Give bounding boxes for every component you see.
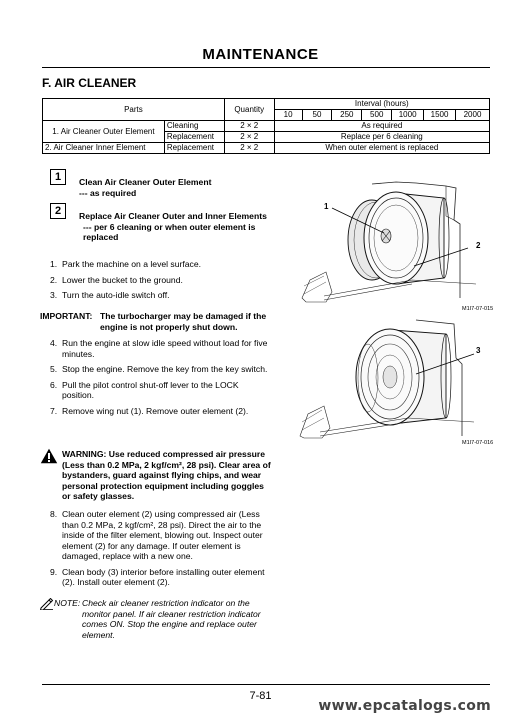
- table-action-cell: Cleaning: [164, 121, 224, 132]
- page-number: 7-81: [249, 690, 272, 702]
- figure-1-code: M1I7-07-015: [462, 306, 494, 312]
- table-part-cell: 2. Air Cleaner Inner Element: [43, 143, 165, 154]
- warning-text: Use reduced compressed air pressure (Less than 0.2 MPa, 2 kgf/cm², 28 psi). Clear area of bystanders, guard against flying chips, and wear personal protection equipment including goggles or safety glasses.: [62, 449, 271, 501]
- list-item: 1. Park the machine on a level surface.: [50, 259, 202, 269]
- header-rule: [42, 67, 490, 68]
- list-item: 6. Pull the pilot control shut-off lever to the LOCK position.: [50, 379, 239, 400]
- page-title: MAINTENANCE: [202, 46, 319, 63]
- note-label: NOTE:: [54, 598, 81, 608]
- list-item: 5. Stop the engine. Remove the key from the key switch.: [50, 364, 268, 374]
- figure-2-illustration: [296, 318, 492, 440]
- interval-col: 500: [362, 110, 392, 121]
- note-block: [54, 598, 272, 640]
- list-item: 7. Remove wing nut (1). Remove outer element (2).: [50, 405, 249, 416]
- footer-rule: [42, 684, 490, 685]
- interval-col: 50: [302, 110, 332, 121]
- table-action-cell: Replacement: [164, 132, 224, 143]
- header-parts: Parts: [43, 99, 225, 121]
- steps-list-c: [50, 509, 272, 588]
- warning-label: WARNING:: [62, 449, 107, 459]
- pencil-note-icon: [40, 597, 54, 615]
- figure-2-callout-3: 3: [476, 346, 481, 355]
- table-part-cell: 1. Air Cleaner Outer Element: [43, 121, 165, 143]
- important-block: [40, 311, 275, 332]
- figure-1-illustration: [296, 180, 492, 305]
- list-item: 8. Clean outer element (2) using compressed air (Less than 0.2 MPa, 2 kgf/cm², 28 psi). Direct the air to the inside of the filter element, blowing out. Inspect outer element (2) for any damage. If outer element is damaged, replace with a new one.: [50, 509, 263, 561]
- list-item: 4. Run the engine at slow idle speed without load for five minutes.: [50, 338, 268, 359]
- table-qty-cell: 2 × 2: [224, 143, 274, 154]
- header-quantity: Quantity: [224, 99, 274, 121]
- important-label: IMPORTANT:: [40, 311, 93, 321]
- warning-block: [62, 449, 272, 502]
- list-item: 3. Turn the auto-idle switch off.: [50, 290, 170, 300]
- figure-1-callout-1: 1: [324, 202, 329, 211]
- step-box-1: 1: [50, 169, 66, 185]
- warning-triangle-icon: [40, 448, 58, 469]
- step-1-title: Clean Air Cleaner Outer Element --- as required: [79, 177, 212, 198]
- table-interval-cell: Replace per 6 cleaning: [274, 132, 489, 143]
- interval-col: 2000: [456, 110, 490, 121]
- interval-table: [42, 98, 490, 154]
- interval-col: 1000: [392, 110, 424, 121]
- table-interval-cell: As required: [274, 121, 489, 132]
- table-qty-cell: 2 × 2: [224, 121, 274, 132]
- figure-1-callout-2: 2: [476, 241, 481, 250]
- table-action-cell: Replacement: [164, 143, 224, 154]
- table-qty-cell: 2 × 2: [224, 132, 274, 143]
- list-item: 2. Lower the bucket to the ground.: [50, 274, 183, 285]
- interval-col: 10: [274, 110, 302, 121]
- steps-list-b: [50, 338, 268, 416]
- interval-col: 1500: [424, 110, 456, 121]
- section-title: F. AIR CLEANER: [42, 76, 137, 90]
- watermark: www.epcatalogs.com: [318, 698, 491, 714]
- list-item: 9. Clean body (3) interior before installing outer element (2). Install outer element (2).: [50, 566, 265, 587]
- important-text: The turbocharger may be damaged if the engine is not properly shut down.: [100, 311, 267, 332]
- figure-2-code: M1I7-07-016: [462, 440, 494, 446]
- steps-list-a: [50, 259, 270, 301]
- step-2-title: Replace Air Cleaner Outer and Inner Elements --- per 6 cleaning or when outer element is replaced: [79, 211, 267, 242]
- table-interval-cell: When outer element is replaced: [274, 143, 489, 154]
- note-text: Check air cleaner restriction indicator on the monitor panel. If air cleaner restriction indicator comes ON. Stop the engine and replace outer element.: [82, 598, 261, 640]
- step-box-2: 2: [50, 203, 66, 219]
- interval-col: 250: [332, 110, 362, 121]
- header-interval: Interval (hours): [274, 99, 489, 110]
